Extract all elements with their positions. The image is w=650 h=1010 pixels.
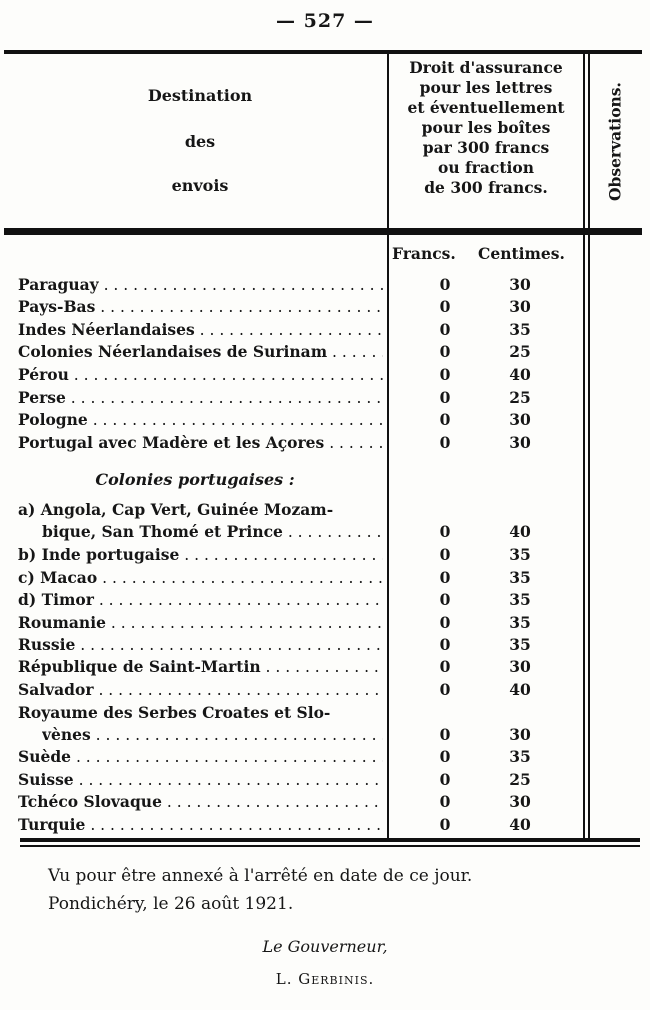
row-centimes: 30 (509, 657, 531, 676)
header-droit-line5: par 300 francs (422, 138, 550, 157)
row-destination: République de Saint-Martin . . . (18, 657, 383, 677)
table-row (0, 815, 650, 835)
row-centimes: 25 (509, 770, 531, 789)
header-droit-line1: Droit d'assurance (409, 58, 563, 77)
row-francs: 0 (439, 725, 451, 744)
table-row (0, 522, 650, 542)
row-destination: Indes Néerlandaises . . . (18, 320, 383, 340)
table-row (0, 657, 650, 677)
table-bottom-rule-thin (20, 845, 640, 847)
table-row (0, 500, 650, 520)
row-destination-line1: a) Angola, Cap Vert, Guinée Mozam- (18, 500, 334, 519)
header-droit-line4: pour les boîtes (421, 118, 551, 137)
row-francs: 0 (439, 320, 451, 339)
table-row (0, 703, 650, 723)
table-row (0, 275, 650, 295)
row-francs: 0 (439, 657, 451, 676)
table-row (0, 433, 650, 453)
row-centimes: 35 (509, 545, 531, 564)
row-centimes: 30 (509, 410, 531, 429)
row-centimes: 40 (509, 680, 531, 699)
table-row (0, 725, 650, 745)
row-francs: 0 (439, 342, 451, 361)
row-centimes: 25 (509, 388, 531, 407)
row-destination: Pologne . . . (18, 410, 383, 430)
row-destination: Russie . . . (18, 635, 383, 655)
footer-annex-note: Vu pour être annexé à l'arrêté en date de ce jour. (48, 866, 473, 886)
table-row (0, 680, 650, 700)
table-row (0, 792, 650, 812)
row-centimes: 35 (509, 590, 531, 609)
row-centimes: 40 (509, 815, 531, 834)
header-bottom-rule (4, 228, 642, 235)
table-row (0, 410, 650, 430)
row-francs: 0 (439, 680, 451, 699)
row-centimes: 35 (509, 613, 531, 632)
row-destination: Pérou . . . (18, 365, 383, 385)
signature-title: Le Gouverneur, (262, 937, 388, 956)
row-francs: 0 (439, 297, 451, 316)
table-row (0, 747, 650, 767)
row-destination: Roumanie . . . (18, 613, 383, 633)
row-destination: c) Macao . . . (18, 568, 383, 588)
row-francs: 0 (439, 410, 451, 429)
row-destination: Salvador . . . (18, 680, 383, 700)
row-centimes: 30 (509, 275, 531, 294)
header-destination-line2: des (184, 132, 216, 151)
row-destination: Tchéco Slovaque . . . (18, 792, 383, 812)
row-centimes: 30 (509, 725, 531, 744)
row-destination: Pays-Bas . . . (18, 297, 383, 317)
row-centimes: 25 (509, 342, 531, 361)
table-row (0, 635, 650, 655)
section-title-colonies-portugaises: Colonies portugaises : (95, 470, 295, 489)
row-destination: Suède . . . (18, 747, 383, 767)
table-row (0, 613, 650, 633)
row-francs: 0 (439, 275, 451, 294)
table-top-rule (4, 50, 642, 54)
row-francs: 0 (439, 792, 451, 811)
row-francs: 0 (439, 815, 451, 834)
row-francs: 0 (439, 545, 451, 564)
row-destination-line2: vènes . . . (42, 725, 383, 745)
row-destination: Paraguay . . . (18, 275, 383, 295)
row-francs: 0 (439, 365, 451, 384)
signature-name: L. Gerbinis. (275, 970, 375, 988)
header-observations: Observations. (605, 82, 625, 202)
row-destination-line1: Royaume des Serbes Croates et Slo- (18, 703, 331, 722)
row-destination-line2: bique, San Thomé et Prince . . . (42, 522, 383, 542)
table-row (0, 365, 650, 385)
table-row (0, 545, 650, 565)
table-row (0, 388, 650, 408)
row-francs: 0 (439, 388, 451, 407)
row-destination: b) Inde portugaise . . . (18, 545, 383, 565)
row-centimes: 40 (509, 522, 531, 541)
row-francs: 0 (439, 568, 451, 587)
row-destination: Colonies Néerlandaises de Surinam . . . (18, 342, 383, 362)
row-destination: Turquie . . . (18, 815, 383, 835)
page-number: — 527 — (276, 10, 374, 32)
table-bottom-rule (20, 838, 640, 842)
table-row (0, 590, 650, 610)
row-destination: Portugal avec Madère et les Açores . . . (18, 433, 383, 453)
table-row (0, 568, 650, 588)
row-centimes: 30 (509, 792, 531, 811)
header-droit (391, 58, 581, 198)
table-row (0, 297, 650, 317)
table-row (0, 342, 650, 362)
row-destination: d) Timor . . . (18, 590, 383, 610)
row-francs: 0 (439, 635, 451, 654)
row-destination: Suisse . . . (18, 770, 383, 790)
row-centimes: 35 (509, 635, 531, 654)
row-francs: 0 (439, 747, 451, 766)
header-droit-line7: de 300 francs. (424, 178, 548, 197)
row-francs: 0 (439, 613, 451, 632)
subheader-francs: Francs. (392, 244, 456, 263)
header-droit-line2: pour les lettres (419, 78, 553, 97)
header-destination-line1: Destination (147, 86, 253, 105)
row-francs: 0 (439, 770, 451, 789)
table-row (0, 320, 650, 340)
subheader-centimes: Centimes. (478, 244, 565, 263)
header-droit-line6: ou fraction (438, 158, 534, 177)
footer-place-date: Pondichéry, le 26 août 1921. (48, 894, 294, 914)
row-centimes: 35 (509, 568, 531, 587)
row-centimes: 30 (509, 433, 531, 452)
row-francs: 0 (439, 433, 451, 452)
row-francs: 0 (439, 590, 451, 609)
header-destination-line3: envois (171, 176, 229, 195)
row-francs: 0 (439, 522, 451, 541)
row-centimes: 35 (509, 320, 531, 339)
header-droit-line3: et éventuellement (407, 98, 565, 117)
row-centimes: 30 (509, 297, 531, 316)
table-row (0, 770, 650, 790)
row-centimes: 40 (509, 365, 531, 384)
row-centimes: 35 (509, 747, 531, 766)
row-destination: Perse . . . (18, 388, 383, 408)
